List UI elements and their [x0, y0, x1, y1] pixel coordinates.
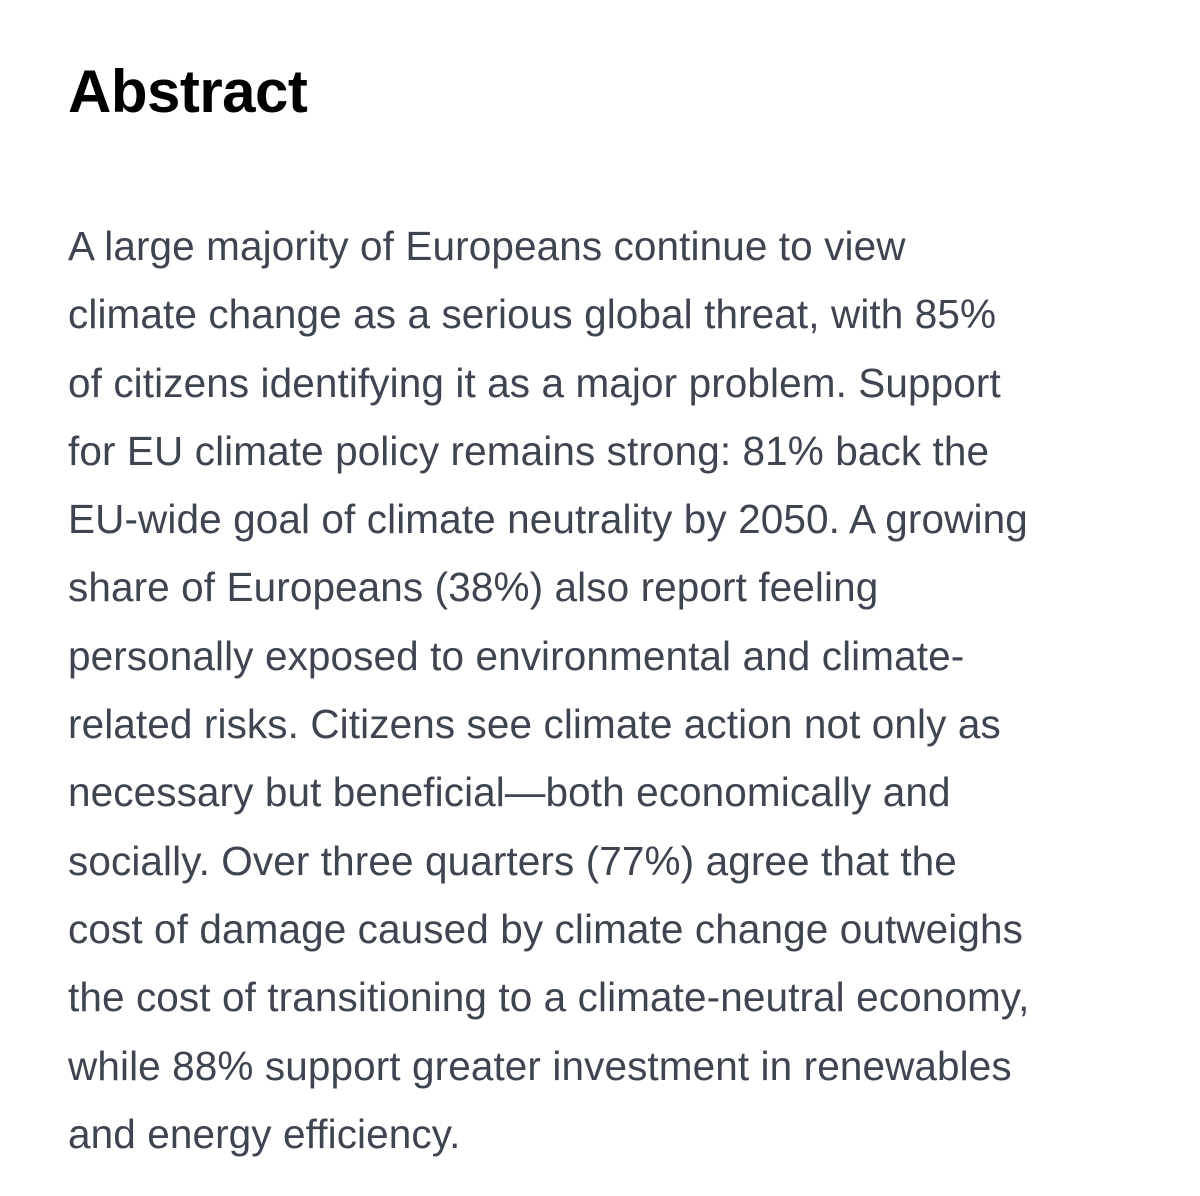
abstract-line: EU-wide goal of climate neutrality by 2050. A growing — [68, 496, 1028, 543]
abstract-line: personally exposed to environmental and climate- — [68, 632, 965, 679]
abstract-line: A large majority of Europeans continue to view — [68, 223, 906, 269]
abstract-line: the cost of transitioning to a climate-neutral economy, — [68, 974, 1030, 1021]
abstract-line: for EU climate policy remains strong: 81% back the — [68, 427, 990, 474]
abstract-line: cost of damage caused by climate change outweighs — [68, 905, 1023, 952]
abstract-heading: Abstract — [68, 58, 308, 125]
abstract-line: share of Europeans (38%) also report feeling — [68, 564, 879, 611]
abstract-line: climate change as a serious global threat, with 85% — [68, 291, 997, 338]
abstract-line: related risks. Citizens see climate action not only as — [68, 701, 1001, 748]
abstract-line: necessary but beneficial—both economically and — [68, 769, 951, 816]
abstract-line: socially. Over three quarters (77%) agree that the — [68, 837, 957, 884]
abstract-line: and energy efficiency. — [68, 1110, 461, 1157]
abstract-line: of citizens identifying it as a major problem. Support — [68, 359, 1001, 406]
abstract-section — [68, 52, 1138, 1168]
abstract-body — [68, 212, 1138, 1168]
abstract-line: while 88% support greater investment in renewables — [68, 1042, 1012, 1089]
